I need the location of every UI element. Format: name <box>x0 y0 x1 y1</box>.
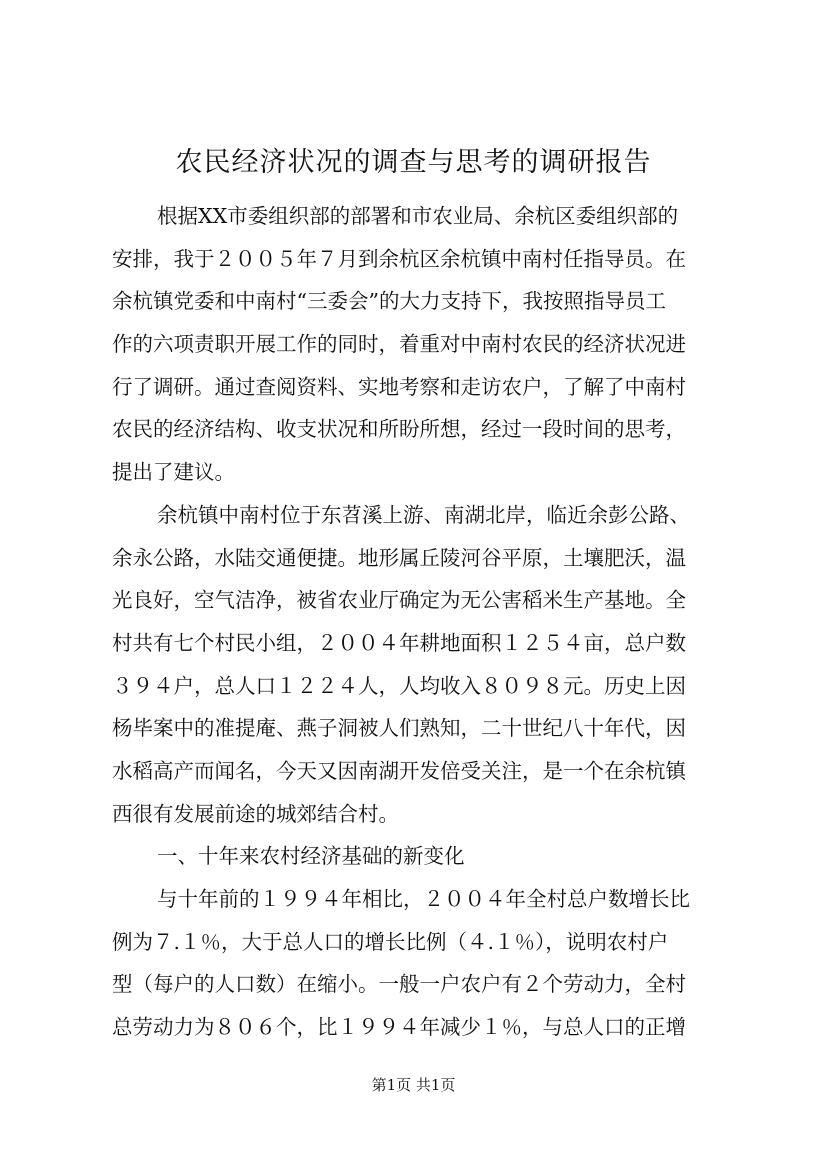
body-line: 行了调研。通过查阅资料、实地考察和走访农户，了解了中南村 <box>112 374 686 399</box>
body-line: 西很有发展前途的城郊结合村。 <box>112 801 399 826</box>
body-line: 余永公路，水陆交通便捷。地形属丘陵河谷平原，土壤肥沃，温 <box>112 545 686 570</box>
page-number-footer: 第1页 共1页 <box>371 1076 456 1094</box>
body-line: 根据XX市委组织部的部署和市农业局、余杭区委组织部的 <box>157 204 679 228</box>
body-line: 安排，我于２００５年７月到余杭区余杭镇中南村任指导员。在 <box>112 246 686 271</box>
body-line: 村共有七个村民小组，２００４年耕地面积１２５４亩，总户数 <box>112 630 686 655</box>
document-body <box>112 195 737 1049</box>
document-title: 农民经济状况的调查与思考的调研报告 <box>175 147 652 178</box>
body-line: 提出了建议。 <box>112 460 235 485</box>
section-heading: 一、十年来农村经济基础的新变化 <box>157 844 465 869</box>
body-line: 余杭镇中南村位于东苕溪上游、南湖北岸，临近余彭公路、 <box>157 502 690 527</box>
body-line: 农民的经济结构、收支状况和所盼所想，经过一段时间的思考， <box>112 417 686 442</box>
body-line: 杨毕案中的准提庵、燕子洞被人们熟知，二十世纪八十年代，因 <box>112 716 686 741</box>
body-line: ３９４户，总人口１２２４人，人均收入８０９８元。历史上因 <box>112 673 686 698</box>
body-line: 水稻高产而闻名，今天又因南湖开发倍受关注，是一个在余杭镇 <box>112 758 686 783</box>
body-line: 光良好，空气洁净，被省农业厅确定为无公害稻米生产基地。全 <box>112 588 686 613</box>
body-line: 型（每户的人口数）在缩小。一般一户农户有２个劳动力，全村 <box>112 972 686 997</box>
body-line: 与十年前的１９９４年相比，２００４年全村总户数增长比 <box>157 887 690 911</box>
body-line: 作的六项责职开展工作的同时，着重对中南村农民的经济状况进 <box>112 332 686 357</box>
body-line: 例为７.１％，大于总人口的增长比例（４.１％），说明农村户 <box>112 929 669 954</box>
body-line: 余杭镇党委和中南村“三委会”的大力支持下，我按照指导员工 <box>112 289 666 314</box>
body-line: 总劳动力为８０６个，比１９９４年减少１％，与总人口的正增 <box>112 1015 686 1040</box>
